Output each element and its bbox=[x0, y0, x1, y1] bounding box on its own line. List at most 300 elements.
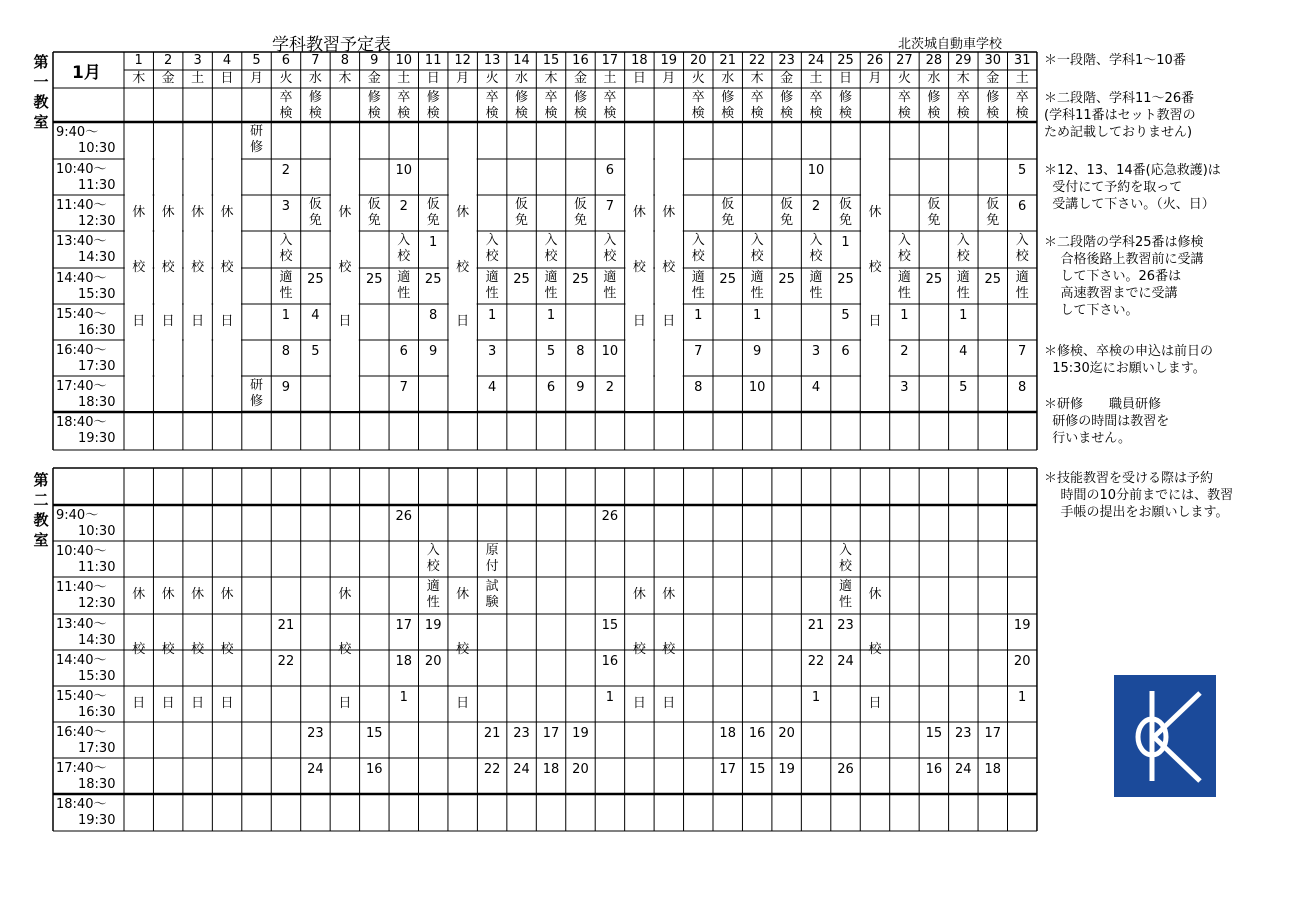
exam-marker: 卒 検 bbox=[1015, 90, 1029, 121]
month-label: 1月 bbox=[72, 63, 101, 83]
weekday: 金 bbox=[986, 71, 1000, 86]
holiday-label: 休 bbox=[868, 205, 882, 220]
room1-time-end: 12:30 bbox=[78, 214, 116, 229]
exam-marker: 卒 検 bbox=[397, 90, 411, 121]
holiday-label: 休 bbox=[662, 205, 676, 220]
room2-lesson: 15 bbox=[366, 726, 383, 741]
school-name: 北茨城自動車学校 bbox=[898, 37, 1003, 52]
day-number: 29 bbox=[955, 53, 972, 68]
holiday-label: 休 bbox=[161, 205, 175, 220]
room2-lesson: 26 bbox=[395, 509, 413, 524]
room2-lesson: 24 bbox=[955, 762, 972, 777]
weekday: 火 bbox=[485, 71, 499, 86]
room1-lesson: 6 bbox=[546, 380, 556, 395]
exam-marker: 卒 検 bbox=[691, 90, 705, 121]
room2-lesson: 23 bbox=[513, 726, 530, 741]
exam-marker: 卒 検 bbox=[956, 90, 970, 121]
room1-lesson: 25 bbox=[719, 272, 736, 287]
day-number: 7 bbox=[311, 53, 320, 68]
page-title: 学科教習予定表 bbox=[272, 35, 391, 55]
weekday: 金 bbox=[367, 71, 381, 86]
room2-lesson: 15 bbox=[748, 762, 766, 777]
note-item: ＊研修 職員研修 研修の時間は教習を 行いません。 bbox=[1044, 397, 1170, 446]
holiday-label: 校 bbox=[191, 642, 205, 657]
holiday-label: 休 bbox=[632, 587, 646, 602]
holiday-label: 休 bbox=[220, 587, 234, 602]
room2-time-start: 15:40〜 bbox=[56, 689, 107, 704]
room1-lesson: 仮 免 bbox=[986, 197, 1000, 228]
room1-time-start: 16:40〜 bbox=[56, 343, 107, 358]
exam-marker: 卒 検 bbox=[809, 90, 823, 121]
note-item: ＊一段階、学科1〜10番 bbox=[1044, 53, 1186, 68]
room1-lesson: 25 bbox=[778, 272, 795, 287]
exam-marker: 修 検 bbox=[573, 90, 587, 121]
day-number: 19 bbox=[660, 53, 678, 68]
room1-lesson: 入 校 bbox=[603, 233, 617, 264]
room2-lesson: 19 bbox=[572, 726, 589, 741]
weekday: 月 bbox=[456, 71, 470, 86]
room1-lesson: 1 bbox=[281, 308, 291, 323]
room1-lesson: 6 bbox=[1018, 199, 1027, 214]
room1-time-start: 17:40〜 bbox=[56, 379, 107, 394]
holiday-label: 休 bbox=[868, 587, 882, 602]
room1-lesson: 入 校 bbox=[279, 233, 293, 264]
room2-lesson: 入 校 bbox=[426, 543, 440, 574]
room2-lesson: 19 bbox=[1013, 618, 1031, 633]
room1-lesson: 研 修 bbox=[249, 124, 263, 155]
holiday-label: 日 bbox=[632, 696, 646, 711]
holiday-label: 日 bbox=[132, 696, 146, 711]
room1-lesson: 仮 免 bbox=[573, 197, 587, 228]
room2-lesson: 22 bbox=[277, 654, 295, 669]
holiday-label: 日 bbox=[338, 314, 352, 329]
room2-time-end: 17:30 bbox=[78, 741, 116, 756]
room1-lesson: 2 bbox=[605, 380, 615, 395]
room2-lesson: 24 bbox=[307, 762, 324, 777]
holiday-label: 校 bbox=[338, 260, 352, 275]
room2-time-end: 14:30 bbox=[78, 633, 116, 648]
room1-lesson: 入 校 bbox=[1015, 233, 1029, 264]
day-number: 14 bbox=[513, 53, 530, 68]
exam-marker: 修 検 bbox=[515, 90, 529, 121]
room2-time-start: 10:40〜 bbox=[56, 544, 107, 559]
exam-marker: 卒 検 bbox=[485, 90, 499, 121]
room2-lesson: 20 bbox=[424, 654, 442, 669]
room2-lesson: 20 bbox=[1013, 654, 1031, 669]
room2-lesson: 17 bbox=[542, 726, 560, 741]
room1-lesson: 仮 免 bbox=[515, 197, 529, 228]
room2-lesson: 15 bbox=[925, 726, 943, 741]
room2-lesson: 16 bbox=[925, 762, 943, 777]
room1-lesson: 9 bbox=[752, 344, 762, 359]
room1-lesson: 25 bbox=[925, 272, 943, 287]
room1-lesson: 25 bbox=[307, 272, 324, 287]
room2-lesson: 23 bbox=[837, 618, 854, 633]
note-item: ＊12、13、14番(応急救護)は 受付にて予約を取って 受講して下さい。（火、日） bbox=[1044, 163, 1221, 212]
note-item: ＊技能教習を受ける際は予約 時間の10分前までには、教習 手帳の提出をお願いします。 bbox=[1044, 471, 1234, 520]
room1-time-start: 13:40〜 bbox=[56, 234, 107, 249]
room2-lesson: 20 bbox=[572, 762, 589, 777]
room1-lesson: 入 校 bbox=[544, 233, 558, 264]
exam-marker: 修 検 bbox=[308, 90, 322, 121]
holiday-label: 休 bbox=[632, 205, 646, 220]
note-item: ＊二段階の学科25番は修検 合格後路上教習前に受講 して下さい。26番は 高速教習までに受講 して下さい。 bbox=[1044, 235, 1204, 318]
day-number: 21 bbox=[719, 53, 736, 68]
room2-lesson: 1 bbox=[605, 690, 615, 705]
room1-lesson: 入 校 bbox=[897, 233, 911, 264]
room1-lesson: 25 bbox=[984, 272, 1002, 287]
weekday: 日 bbox=[632, 71, 646, 86]
holiday-label: 休 bbox=[456, 587, 470, 602]
weekday: 土 bbox=[397, 71, 411, 86]
day-number: 17 bbox=[601, 53, 619, 68]
weekday: 木 bbox=[544, 71, 558, 86]
day-number: 23 bbox=[778, 53, 795, 68]
room2-lesson: 試 験 bbox=[485, 579, 499, 610]
room2-time-start: 9:40〜 bbox=[56, 508, 99, 523]
weekday: 金 bbox=[573, 71, 587, 86]
weekday: 日 bbox=[426, 71, 440, 86]
room2-lesson: 26 bbox=[837, 762, 854, 777]
room1-lesson: 4 bbox=[959, 344, 968, 359]
holiday-label: 校 bbox=[338, 642, 352, 657]
room1-lesson: 4 bbox=[311, 308, 320, 323]
holiday-label: 日 bbox=[662, 696, 676, 711]
holiday-label: 校 bbox=[868, 260, 882, 275]
room2-time-end: 19:30 bbox=[78, 813, 116, 828]
room1-lesson: 8 bbox=[576, 344, 585, 359]
holiday-label: 休 bbox=[132, 205, 146, 220]
room1-time-end: 16:30 bbox=[78, 323, 116, 338]
holiday-label: 休 bbox=[132, 587, 146, 602]
exam-marker: 修 検 bbox=[780, 90, 794, 121]
holiday-label: 校 bbox=[632, 260, 646, 275]
weekday: 土 bbox=[191, 71, 205, 86]
room2-time-end: 16:30 bbox=[78, 705, 116, 720]
day-number: 12 bbox=[454, 53, 471, 68]
room2-lesson: 16 bbox=[366, 762, 383, 777]
room2-lesson: 18 bbox=[395, 654, 413, 669]
room2-lesson: 23 bbox=[955, 726, 972, 741]
weekday: 金 bbox=[780, 71, 794, 86]
room1-time-end: 10:30 bbox=[78, 141, 116, 156]
day-number: 26 bbox=[866, 53, 884, 68]
exam-marker: 卒 検 bbox=[279, 90, 293, 121]
room1-lesson: 5 bbox=[1018, 163, 1027, 178]
room1-lesson: 5 bbox=[311, 344, 320, 359]
exam-marker: 修 検 bbox=[927, 90, 941, 121]
room1-lesson: 適 性 bbox=[603, 270, 617, 301]
room2-lesson: 21 bbox=[483, 726, 501, 741]
room1-lesson: 仮 免 bbox=[838, 197, 852, 228]
room1-lesson: 3 bbox=[281, 199, 291, 214]
room1-lesson: 適 性 bbox=[956, 270, 970, 301]
holiday-label: 日 bbox=[191, 314, 205, 329]
room1-lesson: 仮 免 bbox=[426, 197, 440, 228]
room1-time-start: 14:40〜 bbox=[56, 271, 107, 286]
day-number: 15 bbox=[542, 53, 560, 68]
room1-lesson: 2 bbox=[811, 199, 821, 214]
room2-time-start: 13:40〜 bbox=[56, 617, 107, 632]
room1-lesson: 6 bbox=[605, 163, 615, 178]
room1-lesson: 仮 免 bbox=[721, 197, 735, 228]
holiday-label: 日 bbox=[220, 696, 234, 711]
weekday: 水 bbox=[515, 71, 529, 86]
day-number: 27 bbox=[896, 53, 913, 68]
holiday-label: 校 bbox=[662, 642, 676, 657]
holiday-label: 校 bbox=[456, 260, 470, 275]
room1-lesson: 入 校 bbox=[397, 233, 411, 264]
room2-lesson: 1 bbox=[811, 690, 821, 705]
room2-lesson: 入 校 bbox=[838, 543, 852, 574]
room2-time-start: 14:40〜 bbox=[56, 653, 107, 668]
room1-lesson: 10 bbox=[748, 380, 766, 395]
room1-time-start: 15:40〜 bbox=[56, 307, 107, 322]
room1-lesson: 2 bbox=[281, 163, 291, 178]
room1-lesson: 適 性 bbox=[485, 270, 499, 301]
day-number: 24 bbox=[807, 53, 825, 68]
exam-marker: 卒 検 bbox=[603, 90, 617, 121]
room1-lesson: 1 bbox=[959, 308, 968, 323]
day-number: 9 bbox=[370, 53, 379, 68]
holiday-label: 休 bbox=[456, 205, 470, 220]
room1-lesson: 7 bbox=[1018, 344, 1027, 359]
room2-time-end: 12:30 bbox=[78, 596, 116, 611]
holiday-label: 日 bbox=[191, 696, 205, 711]
room2-time-end: 11:30 bbox=[78, 560, 116, 575]
room1-lesson: 3 bbox=[811, 344, 821, 359]
room1-lesson: 適 性 bbox=[544, 270, 558, 301]
room2-lesson: 24 bbox=[837, 654, 854, 669]
room2-lesson: 26 bbox=[601, 509, 619, 524]
logo-k-icon bbox=[1114, 675, 1216, 797]
room2-lesson: 適 性 bbox=[426, 579, 440, 610]
room1-lesson: 9 bbox=[576, 380, 585, 395]
holiday-label: 日 bbox=[868, 696, 882, 711]
room2-lesson: 16 bbox=[601, 654, 619, 669]
day-number: 11 bbox=[424, 53, 442, 68]
room1-lesson: 適 性 bbox=[397, 270, 411, 301]
room1-lesson: 25 bbox=[572, 272, 589, 287]
room1-lesson: 8 bbox=[281, 344, 291, 359]
day-number: 6 bbox=[281, 53, 291, 68]
room2-lesson: 1 bbox=[1018, 690, 1027, 705]
exam-marker: 卒 検 bbox=[897, 90, 911, 121]
room1-lesson: 9 bbox=[281, 380, 291, 395]
holiday-label: 校 bbox=[132, 642, 146, 657]
room1-lesson: 10 bbox=[601, 344, 619, 359]
room1-lesson: 8 bbox=[1018, 380, 1027, 395]
room2-lesson: 21 bbox=[807, 618, 825, 633]
weekday: 月 bbox=[662, 71, 676, 86]
room1-lesson: 2 bbox=[399, 199, 408, 214]
room1-lesson: 適 性 bbox=[691, 270, 705, 301]
room1-lesson: 適 性 bbox=[279, 270, 293, 301]
holiday-label: 日 bbox=[132, 314, 146, 329]
exam-marker: 修 検 bbox=[426, 90, 440, 121]
weekday: 火 bbox=[279, 71, 293, 86]
room1-lesson: 6 bbox=[399, 344, 408, 359]
weekday: 水 bbox=[721, 71, 735, 86]
holiday-label: 日 bbox=[632, 314, 646, 329]
holiday-label: 休 bbox=[191, 587, 205, 602]
room1-lesson: 4 bbox=[487, 380, 497, 395]
day-number: 16 bbox=[572, 53, 589, 68]
room2-time-start: 16:40〜 bbox=[56, 725, 107, 740]
exam-marker: 修 検 bbox=[721, 90, 735, 121]
weekday: 金 bbox=[161, 71, 175, 86]
weekday: 木 bbox=[338, 71, 352, 86]
holiday-label: 校 bbox=[632, 642, 646, 657]
day-number: 10 bbox=[395, 53, 413, 68]
weekday: 木 bbox=[956, 71, 970, 86]
day-number: 20 bbox=[689, 53, 707, 68]
room1-time-end: 11:30 bbox=[78, 178, 116, 193]
weekday: 水 bbox=[927, 71, 941, 86]
room2-time-end: 18:30 bbox=[78, 777, 116, 792]
room1-time-start: 9:40〜 bbox=[56, 125, 99, 140]
room1-time-end: 18:30 bbox=[78, 395, 116, 410]
room1-lesson: 5 bbox=[959, 380, 968, 395]
room1-lesson: 1 bbox=[841, 235, 850, 250]
room1-time-end: 19:30 bbox=[78, 431, 116, 446]
holiday-label: 日 bbox=[456, 696, 470, 711]
weekday: 火 bbox=[897, 71, 911, 86]
day-number: 30 bbox=[984, 53, 1002, 68]
weekday: 日 bbox=[220, 71, 234, 86]
room1-lesson: 9 bbox=[429, 344, 438, 359]
room2-time-end: 15:30 bbox=[78, 669, 116, 684]
room1-time-end: 17:30 bbox=[78, 359, 116, 374]
room1-lesson: 仮 免 bbox=[367, 197, 381, 228]
exam-marker: 修 検 bbox=[838, 90, 852, 121]
day-number: 22 bbox=[748, 53, 766, 68]
room1-lesson: 5 bbox=[546, 344, 556, 359]
room2-time-start: 18:40〜 bbox=[56, 797, 107, 812]
room1-lesson: 仮 免 bbox=[780, 197, 794, 228]
room1-lesson: 3 bbox=[487, 344, 497, 359]
holiday-label: 休 bbox=[161, 587, 175, 602]
room1-lesson: 4 bbox=[811, 380, 821, 395]
room1-lesson: 7 bbox=[605, 199, 615, 214]
room2-lesson: 原 付 bbox=[485, 543, 499, 574]
weekday: 木 bbox=[750, 71, 764, 86]
holiday-label: 日 bbox=[161, 696, 175, 711]
day-number: 31 bbox=[1013, 53, 1031, 68]
room2-lesson: 17 bbox=[719, 762, 736, 777]
room1-lesson: 入 校 bbox=[956, 233, 970, 264]
room1-lesson: 10 bbox=[395, 163, 413, 178]
room2-lesson: 17 bbox=[395, 618, 413, 633]
day-number: 28 bbox=[925, 53, 943, 68]
day-number: 5 bbox=[252, 53, 261, 68]
school-logo bbox=[1114, 675, 1216, 797]
room2-lesson: 18 bbox=[542, 762, 560, 777]
room1-lesson: 1 bbox=[752, 308, 762, 323]
weekday: 月 bbox=[868, 71, 882, 86]
holiday-label: 休 bbox=[662, 587, 676, 602]
holiday-label: 日 bbox=[161, 314, 175, 329]
room1-lesson: 10 bbox=[807, 163, 825, 178]
holiday-label: 日 bbox=[868, 314, 882, 329]
room2-lesson: 18 bbox=[984, 762, 1002, 777]
room1-lesson: 5 bbox=[841, 308, 850, 323]
day-number: 8 bbox=[340, 53, 349, 68]
weekday: 木 bbox=[132, 71, 146, 86]
room1-lesson: 1 bbox=[429, 235, 438, 250]
room1-lesson: 1 bbox=[900, 308, 909, 323]
room2-lesson: 18 bbox=[719, 726, 736, 741]
room1-lesson: 入 校 bbox=[691, 233, 705, 264]
room1-lesson: 研 修 bbox=[249, 378, 263, 409]
room2-lesson: 15 bbox=[601, 618, 619, 633]
holiday-label: 休 bbox=[338, 587, 352, 602]
room2-lesson: 19 bbox=[778, 762, 795, 777]
holiday-label: 校 bbox=[456, 642, 470, 657]
room1-lesson: 入 校 bbox=[809, 233, 823, 264]
room2-lesson: 1 bbox=[399, 690, 408, 705]
exam-marker: 修 検 bbox=[986, 90, 1000, 121]
weekday: 土 bbox=[1015, 71, 1029, 86]
room1-lesson: 仮 免 bbox=[308, 197, 322, 228]
room1-time-end: 15:30 bbox=[78, 287, 116, 302]
room1-lesson: 6 bbox=[841, 344, 850, 359]
room2-lesson: 20 bbox=[778, 726, 795, 741]
holiday-label: 校 bbox=[161, 642, 175, 657]
day-number: 18 bbox=[631, 53, 648, 68]
weekday: 土 bbox=[809, 71, 823, 86]
room2-lesson: 22 bbox=[807, 654, 825, 669]
room2-lesson: 17 bbox=[984, 726, 1002, 741]
room1-lesson: 1 bbox=[694, 308, 703, 323]
room1-lesson: 2 bbox=[900, 344, 909, 359]
holiday-label: 校 bbox=[868, 642, 882, 657]
room2-lesson: 16 bbox=[748, 726, 766, 741]
exam-marker: 卒 検 bbox=[544, 90, 558, 121]
room2-lesson: 24 bbox=[513, 762, 530, 777]
holiday-label: 校 bbox=[220, 642, 234, 657]
holiday-label: 校 bbox=[662, 260, 676, 275]
room1-label-text: 第 一 教 室 bbox=[33, 53, 49, 131]
room2-label-text: 第 二 教 室 bbox=[33, 471, 49, 549]
room2-time-start: 11:40〜 bbox=[56, 580, 107, 595]
room2-time-end: 10:30 bbox=[78, 524, 116, 539]
room1-lesson: 仮 免 bbox=[927, 197, 941, 228]
room2-time-start: 17:40〜 bbox=[56, 761, 107, 776]
day-number: 2 bbox=[163, 53, 173, 68]
exam-marker: 卒 検 bbox=[750, 90, 764, 121]
weekday: 月 bbox=[249, 71, 263, 86]
room1-time-start: 10:40〜 bbox=[56, 162, 107, 177]
holiday-label: 校 bbox=[161, 260, 175, 275]
room1-lesson: 1 bbox=[546, 308, 556, 323]
exam-marker: 修 検 bbox=[367, 90, 381, 121]
holiday-label: 休 bbox=[220, 205, 234, 220]
holiday-label: 日 bbox=[220, 314, 234, 329]
room1-time-end: 14:30 bbox=[78, 250, 116, 265]
day-number: 1 bbox=[134, 53, 143, 68]
room1-lesson: 適 性 bbox=[750, 270, 764, 301]
room1-lesson: 適 性 bbox=[1015, 270, 1029, 301]
room2-lesson: 適 性 bbox=[838, 579, 852, 610]
room1-lesson: 7 bbox=[399, 380, 408, 395]
day-number: 3 bbox=[193, 53, 202, 68]
holiday-label: 日 bbox=[662, 314, 676, 329]
room1-lesson: 25 bbox=[366, 272, 383, 287]
room2-lesson: 22 bbox=[483, 762, 501, 777]
room2-lesson: 21 bbox=[277, 618, 295, 633]
room1-lesson: 25 bbox=[424, 272, 442, 287]
